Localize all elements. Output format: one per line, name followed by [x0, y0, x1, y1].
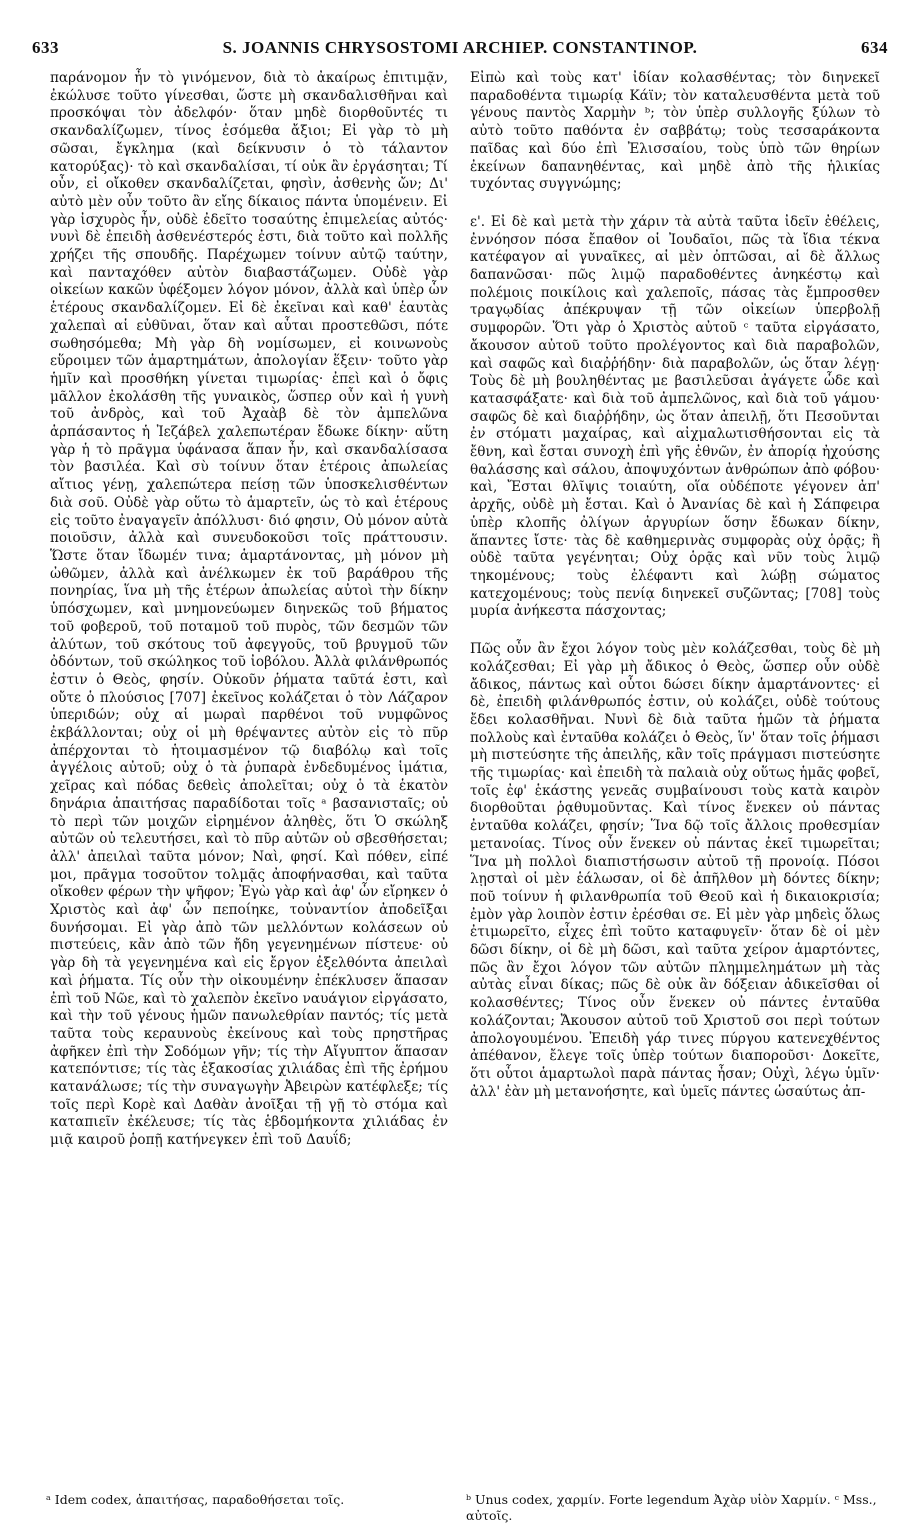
right-paragraph-3: Πῶς οὖν ἂν ἔχοι λόγον τοὺς μὲν κολάζεσθαι, τοὺς δὲ μὴ κολάζεσθαι; Εἰ γὰρ μὴ ἄδικος ὁ Θεὸς, ὥσπερ οὖν οὐδὲ ἄδικος, πάντως καὶ οὗτοι δώσει δίκην ἁμαρτάνοντες· εἰ δὲ, ἐπειδὴ φιλάνθρωπός ἐστιν, οὐ κολάζει, οὐδὲ τούτους ἔδει κολασθῆναι. Νυνὶ δὲ διὰ ταῦτα ἡμῶν τὰ ῥήματα πολλοὺς καὶ ἐνταῦθα κολάζει ὁ Θεὸς, ἵν' ὅταν τοῖς ῥήμασι μὴ πιστεύσητε τῆς ἀπειλῆς, κἂν τοῖς πράγμασι πιστεύσητε τῆς τιμωρίας· καὶ ἐπειδὴ τὰ παλαιὰ οὐχ οὕτως ἡμᾶς φοβεῖ, τοῖς ἐφ' ἑκάστης γενεᾶς συμβαίνουσι τοὺς κατὰ καιρὸν διορθοῦται ῥᾳθυμοῦντας. Καὶ τίνος ἕνεκεν οὐ πάντας ἐνταῦθα κολάζει, φησίν; Ἵνα δῷ τοῖς ἄλλοις προθεσμίαν μετανοίας. Τίνος οὖν ἕνεκεν οὐ πάντας ἐκεῖ τιμωρεῖται; Ἵνα μὴ πολλοὶ διαπιστήσωσιν αὐτοῦ τῇ προνοίᾳ. Πόσοι λῃσταὶ οἱ μὲν ἑάλωσαν, οἱ δὲ ἀπῆλθον μὴ δόντες δίκην; ποῦ τοίνυν ἡ φιλανθρωπία τοῦ Θεοῦ καὶ ἡ δικαιοκρισία; ἐμὸν γὰρ λοιπὸν ἐστιν ἐρέσθαι σε. Εἰ μὲν γὰρ μηδεὶς ὅλως ἐτιμωρεῖτο, εἶχες ἐπὶ τοῦτο καταφυγεῖν· ὅταν δὲ οἱ μὲν δῶσι δίκην, οἱ δὲ μὴ δῶσι, καὶ ταῦτα χείρον ἁμαρτόντες, πῶς ἂν ἔχοι λόγον τῶν αὐτῶν πλημμελημάτων μὴ τὰς αὐτὰς εἶναι δίκας; πῶς δὲ οὐκ ἂν δόξειαν ἀδικεῖσθαι οἱ κολασθέντες; Τίνος οὖν ἕνεκεν οὐ πάντες ἐνταῦθα κολάζονται; Ἄκουσον αὐτοῦ τοῦ Χριστοῦ σοι περὶ τούτων ἀπολογουμένου. Ἐπειδὴ γάρ τινες πύργου κατενεχθέντος ἀπέθανον, ἔλεγε τοῖς ὑπὲρ τούτων διαποροῦσι· Δοκεῖτε, ὅτι οὗτοι ἁμαρτωλοὶ παρὰ πάντας ἦσαν; Οὐχὶ, λέγω ὑμῖν· ἀλλ' ἐὰν μὴ μετανοήσητε, καὶ ὑμεῖς πάντες ὡσαύτως ἀπ- — [470, 641, 880, 1100]
left-paragraph: παράνομον ἦν τὸ γινόμενον, διὰ τὸ ἀκαίρως ἐπιτιμᾷν, ἐκώλυσε τοῦτο γίνεσθαι, ὥστε μὴ σκανδαλισθῆναι καὶ προσκόψαι τὸν ἀδελφόν· ὅταν μηδὲ διορθοῦντές τι σκανδαλίζωμεν, τίνος ἐσόμεθα ἄξιοι; Εἰ γὰρ τὸ μὴ σῶσαι, ἔγκλημα (καὶ δείκνυσιν ὁ τὸ τάλαντον κατορύξας)· τὸ καὶ σκανδαλίσαι, τί οὐκ ἂν ἐργάσηται; Τί οὖν, εἰ οἴκοθεν σκανδαλίζεται, φησὶν, ἀσθενὴς ὤν; Δι' αὐτὸ μὲν οὖν τοῦτο ἂν εἴης δίκαιος πάντα ὑπομένειν. Εἰ γὰρ ἰσχυρὸς ἦν, οὐδὲ ἐδεῖτο τοσαύτης ἐπιμελείας αὐτός· νυνὶ δὲ ἐπειδὴ ἀσθενέστερός ἐστι, διὰ τοῦτο καὶ πολλῆς χρήζει τῆς σπουδῆς. Παρέχωμεν τοίνυν αὐτῷ ταύτην, καὶ πανταχόθεν αὐτὸν διαβαστάζωμεν. Οὐδὲ γὰρ οἰκείων κακῶν ὑφέξομεν λόγον μόνον, ἀλλὰ καὶ ὑπὲρ ὧν ἑτέρους σκανδαλίζομεν. Εἰ δὲ ἐκεῖναι καὶ καθ' ἑαυτὰς χαλεπαὶ αἱ εὐθῦναι, ὅταν καὶ αὗται προστεθῶσι, πότε σωθησόμεθα; Μὴ γὰρ δὴ νομίσωμεν, εἰ κοινωνοὺς εὕροιμεν τῶν ἁμαρτημάτων, ἀπολογίαν ἕξειν· τοῦτο γὰρ ἡμῖν καὶ προσθήκη γίνεται τιμωρίας· ἐπεὶ καὶ ὁ ὄφις μᾶλλον ἐκολάσθη τῆς γυναικὸς, ὥσπερ οὖν καὶ ἡ γυνὴ τοῦ ἀνδρὸς, καὶ τοῦ Ἀχαὰβ δὲ τὸν ἀμπελῶνα ἁρπάσαντος ἡ Ἰεζάβελ χαλεπωτέραν ἔδωκε δίκην· αὕτη γὰρ ἡ τὸ πρᾶγμα ὑφάνασα ἅπαν ἦν, καὶ σκανδαλίσασα τὸν βασιλέα. Καὶ σὺ τοίνυν ὅταν ἑτέροις ἀπωλείας αἴτιος γένῃ, χαλεπώτερα πείσῃ τῶν ὑποσκελισθέντων διὰ σοῦ. Οὐδὲ γὰρ οὕτω τὸ ἁμαρτεῖν, ὡς τὸ καὶ ἑτέρους εἰς τοῦτο ἐναγαγεῖν ἀπόλλυσι· διό φησιν, Οὐ μόνον αὐτὰ ποιοῦσιν, ἀλλὰ καὶ συνευδοκοῦσι τοῖς πράττουσιν. Ὥστε ὅταν ἴδωμέν τινα; ἁμαρτάνοντας, μὴ μόνον μὴ ὠθῶμεν, ἀλλὰ καὶ ἀνέλκωμεν ἐκ τοῦ βαράθρου τῆς πονηρίας, ἵνα μὴ τῆς ἑτέρων ἀπωλείας αὐτοὶ τὴν δίκην ὑπόσχωμεν, καὶ μνημονεύωμεν διηνεκῶς τοῦ βήματος τοῦ φοβεροῦ, τοῦ ποταμοῦ τοῦ πυρὸς, τῶν δεσμῶν τῶν ἀλύτων, τοῦ σκότους τοῦ ἀφεγγοῦς, τοῦ βρυγμοῦ τῶν ὀδόντων, τοῦ σκώληκος τοῦ ἰοβόλου. Ἀλλὰ φιλάνθρωπός ἐστιν ὁ Θεὸς, φησίν. Οὐκοῦν ῥήματα ταῦτά ἐστι, καὶ οὔτε ὁ πλούσιος [707] ἐκεῖνος κολάζεται ὁ τὸν Λάζαρον ὑπεριδών; οὐχ αἱ μωραὶ παρθένοι τοῦ νυμφῶνος ἐκβάλλονται; οὐχ οἱ μὴ θρέψαντες αὐτὸν εἰς τὸ πῦρ ἀπέρχονται τὸ ἡτοιμασμένον τῷ διαβόλῳ καὶ τοῖς ἀγγέλοις αὐτοῦ; οὐχ ὁ τὰ ῥυπαρὰ ἐνδεδυμένος ἱμάτια, χεῖρας καὶ πόδας δεθεὶς ἀπολεῖται; οὐχ ὁ τὰ ἑκατὸν δηνάρια ἀπαιτήσας παραδίδοται τοῖς ᵃ βασανισταῖς; οὐ τὸ περὶ τῶν μοιχῶν εἰρημένον ἀληθὲς, ὅτι Ὁ σκώληξ αὐτῶν οὐ τελευτήσει, καὶ τὸ πῦρ αὐτῶν οὐ σβεσθήσεται; ἀλλ' ἀπειλαὶ ταῦτα μόνον; Ναὶ, φησί. Καὶ πόθεν, εἰπέ μοι, πρᾶγμα τοσοῦτον τολμᾷς ἀποφήνασθαι, καὶ ταῦτα οἴκοθεν φέρων τὴν ψῆφον; Ἐγὼ γὰρ καὶ ἀφ' ὧν εἴρηκεν ὁ Χριστὸς καὶ ἀφ' ὧν πεποίηκε, τοὐναντίον ἀποδεῖξαι δυνήσομαι. Εἰ γὰρ ἀπὸ τῶν μελλόντων κολάσεων οὐ πιστεύεις, κἂν ἀπὸ τῶν ἤδη γεγενημένων πίστευε· οὐ γὰρ δὴ τὰ γεγενημένα καὶ εἰς ἔργον ἐξελθόντα ἀπειλαὶ καὶ ῥήματα. Τίς οὖν τὴν οἰκουμένην ἐπέκλυσεν ἅπασαν ἐπὶ τοῦ Νῶε, καὶ τὸ χαλεπὸν ἐκεῖνο ναυάγιον εἰργάσατο, καὶ τὴν τοῦ γένους ἡμῶν πανωλεθρίαν παντός; τίς μετὰ ταῦτα τοὺς κεραυνοὺς ἐκείνους καὶ τοὺς πρηστῆρας ἀφῆκεν ἐπὶ τὴν Σοδόμων γῆν; τίς τὴν Αἴγυπτον ἅπασαν κατεπόντισε; τίς τὰς ἑξακοσίας χιλιάδας ἐπὶ τῆς ἐρήμου κατανάλωσε; τίς τὴν συναγωγὴν Ἀβειρὼν κατέφλεξε; τίς τοῖς περὶ Κορὲ καὶ Δαθὰν ἀνοῖξαι τῇ γῇ τὸ στόμα καὶ καταπιεῖν ἐκέλευσε; τίς τὰς ἑβδομήκοντα χιλιάδας ἐν μιᾷ καιροῦ ῥοπῇ κατήνεγκεν ἐπὶ τοῦ Δαυΐδ; — [50, 70, 448, 1149]
left-column — [50, 70, 448, 1150]
footnote-left: ᵃ Idem codex, ἀπαιτήσας, παραδοθήσεται τοῖς. — [46, 1492, 345, 1507]
right-column — [470, 70, 880, 1101]
page-header — [32, 38, 888, 62]
running-title: S. JOANNIS CHRYSOSTOMI ARCHIEP. CONSTANTINOP. — [222, 38, 698, 57]
right-paragraph-1: Εἰπὼ καὶ τοὺς κατ' ἰδίαν κολασθέντας; τὸν διηνεκεῖ παραδοθέντα τιμωρίᾳ Κάϊν; τὸν καταλευσθέντα μετὰ τοῦ γένους παντὸς Χαρμὴν ᵇ; τὸν ὑπὲρ συλλογῆς ξύλων τὸ αὐτὸ τοῦτο παθόντα ἐν σαββάτῳ; τοὺς τεσσαράκοντα παῖδας καὶ δύο ἐπὶ Ἐλισσαίου, τοὺς ὑπὸ τῶν θηρίων ἐκείνων δαπανηθέντας, καὶ μηδὲ ἀπὸ τῆς ἡλικίας τυχόντας συγγνώμης; — [470, 70, 880, 193]
page-number-left: 633 — [32, 38, 59, 57]
footnote-right: ᵇ Unus codex, χαρμίν. Forte legendum Ἀχὰρ υἱὸν Χαρμίν. ᶜ Mss., αὐτοῖς. — [466, 1492, 877, 1523]
page-number-right: 634 — [861, 38, 888, 57]
right-paragraph-2: ε'. Εἰ δὲ καὶ μετὰ τὴν χάριν τὰ αὐτὰ ταῦτα ἰδεῖν ἐθέλεις, ἐννόησον πόσα ἔπαθον οἱ Ἰουδαῖοι, πῶς τὰ ἴδια τέκνα κατέφαγον αἱ γυναῖκες, αἱ μὲν ὀπτῶσαι, αἱ δὲ ἄλλως δαπανῶσαι· πῶς λιμῷ παραδοθέντες ἀνηκέστῳ καὶ πολέμοις ποικίλοις καὶ χαλεποῖς, πάσας τὰς ἔμπροσθεν τραγῳδίας ἀπέκρυψαν τῇ τῶν οἰκείων ὑπερβολῇ συμφορῶν. Ὅτι γὰρ ὁ Χριστὸς αὐτοῦ ᶜ ταῦτα εἰργάσατο, ἄκουσον αὐτοῦ τοῦτο προλέγοντος καὶ διὰ παραβολῶν, καὶ σαφῶς καὶ διαῤῥήδην· διὰ παραβολῶν, ὡς ὅταν λέγῃ· Τοὺς δὲ μὴ βουληθέντας με βασιλεῦσαι ἀγάγετε ὧδε καὶ κατασφάξατε· καὶ διὰ τοῦ ἀμπελῶνος, καὶ διὰ τοῦ γάμου· σαφῶς δὲ καὶ διαῤῥήδην, ὡς ὅταν ἀπειλῇ, ὅτι Πεσοῦνται ἐν στόματι μαχαίρας, καὶ αἰχμαλωτισθήσονται εἰς τὰ ἔθνη, καὶ ἔσται συνοχὴ ἐπὶ γῆς ἐθνῶν, ἐν ἀπορίᾳ ἠχούσης θαλάσσης καὶ σάλου, ἀποψυχόντων ἀνθρώπων ἀπὸ φόβου· καὶ, Ἔσται θλῖψις τοιαύτη, οἵα οὐδέποτε γέγονεν ἀπ' ἀρχῆς, οὐδὲ μὴ ἔσται. Καὶ ὁ Ἀνανίας δὲ καὶ ἡ Σάπφειρα ὑπὲρ κλοπῆς ὀλίγων ἀργυρίων ὅσην ἔδωκαν δίκην, ἅπαντες ἴστε· τὰς δὲ καθημερινὰς συμφορὰς οὐχ ὁρᾷς; ἢ οὐδὲ ταῦτα γεγένηται; Οὐχ ὁρᾷς καὶ νῦν τοὺς λιμῷ τηκομένους; τοὺς ἐλέφαντι καὶ λώβῃ σώματος κατεχομένους; τοὺς πενίᾳ διηνεκεῖ συζῶντας; [708] τοὺς μυρία ἀνήκεστα πάσχοντας; — [470, 213, 880, 620]
